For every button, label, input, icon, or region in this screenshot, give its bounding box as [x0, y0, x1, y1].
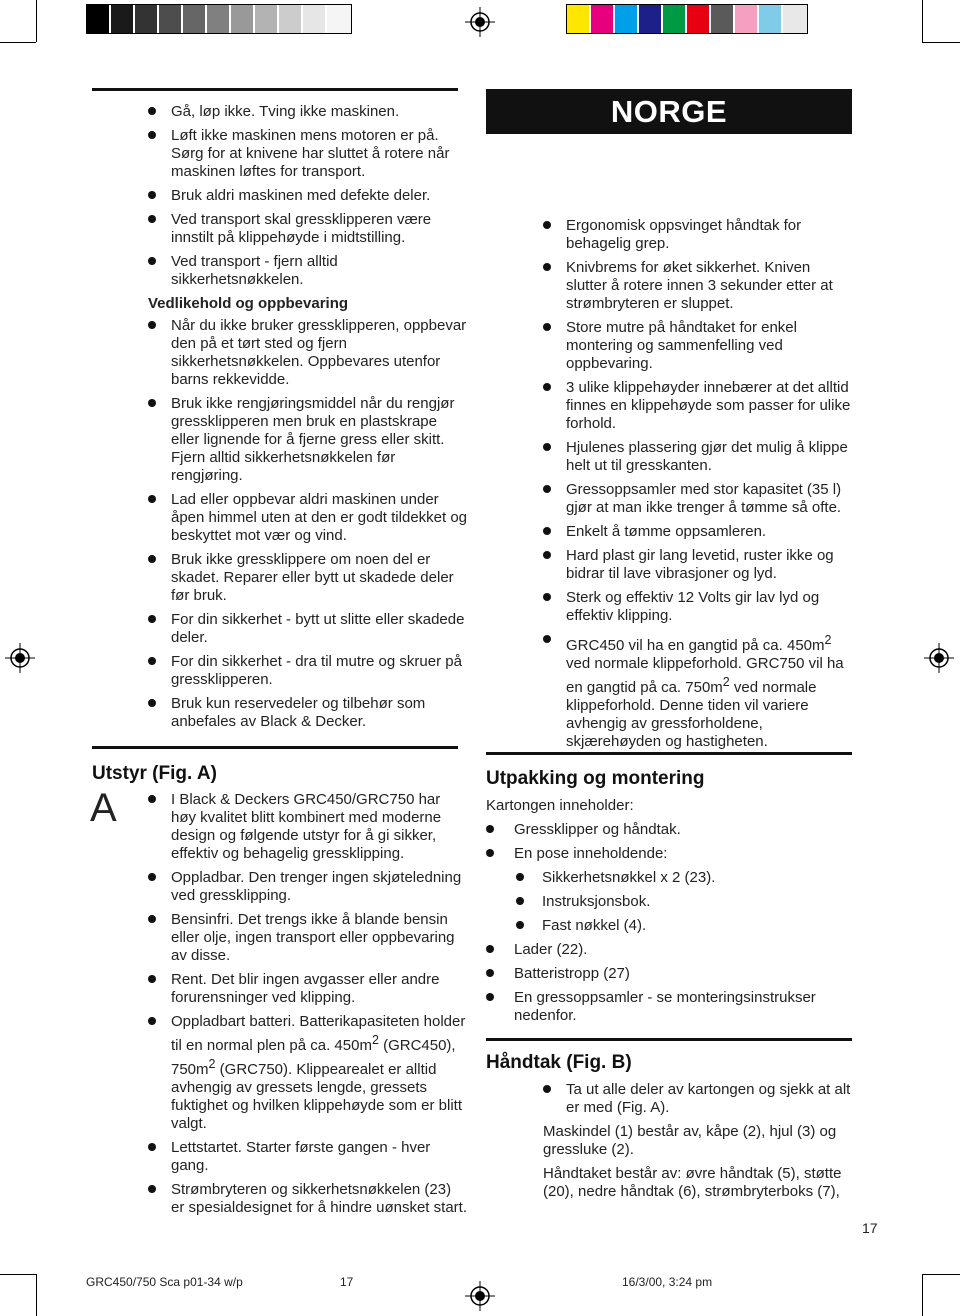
handle-list [543, 1081, 853, 1117]
list-item: Ta ut alle deler av kartongen og sjekk at alt er med (Fig. A). [543, 1081, 853, 1117]
crop-mark [922, 0, 923, 42]
list-item: Enkelt å tømme oppsamleren. [543, 523, 855, 541]
list-item: Ergonomisk oppsvinget håndtak for behagelig grep. [543, 217, 855, 253]
equipment-list [148, 791, 468, 1217]
list-item: Bensinfri. Det trengs ikke å blande bensin eller olje, ingen transport eller oppbevaring av disse. [148, 911, 468, 965]
footer-right: 16/3/00, 3:24 pm [622, 1275, 713, 1289]
handle-heading: Håndtak (Fig. B) [486, 1052, 632, 1073]
list-item: Store mutre på håndtaket for enkel montering og sammenfelling ved oppbevaring. [543, 319, 855, 373]
list-item: Bruk ikke gressklippere om noen del er skadet. Reparer eller bytt ut skadede deler før bruk. [148, 551, 468, 605]
footer-left: GRC450/750 Sca p01-34 w/p [86, 1275, 243, 1289]
color-swatch [111, 5, 135, 33]
language-header: NORGE [486, 89, 852, 134]
crop-mark [36, 0, 37, 42]
crop-mark [922, 42, 960, 43]
list-item: Gressklipper og håndtak. [486, 821, 852, 839]
runtime-text-c: ved normale klippeforhold. Denne tiden vil variere avhengig av gressforholdene, skjærehøyden og hastigheten. [566, 679, 817, 750]
list-item: Strømbryteren og sikkerhetsnøkkelen (23) er spesialdesignet for å hindre uønsket start. [148, 1181, 468, 1217]
crop-mark [0, 1274, 36, 1275]
unpacking-column [486, 797, 852, 1031]
color-swatch [591, 5, 615, 33]
handle-paragraph: Håndtaket består av: øvre håndtak (5), støtte (20), nedre håndtak (6), strømbryterboks (7), [543, 1165, 842, 1200]
runtime-text-a: GRC450 vil ha en gangtid på ca. 450m [566, 637, 825, 654]
battery-text-c: (GRC750). Klippearealet er alltid avhengig av gressets lengde, gressets fuktighet og hvilken klippehøyde som er blitt valgt. [171, 1061, 462, 1132]
registration-mark-icon [465, 1281, 495, 1311]
list-item: I Black & Deckers GRC450/GRC750 har høy kvalitet blitt kombinert med moderne design og følgende utstyr for å gi sikker, effektiv og behagelig gressklipping. [148, 791, 468, 863]
sub-list-item: Sikkerhetsnøkkel x 2 (23). [514, 869, 852, 887]
figure-letter: A [90, 786, 117, 830]
list-item: Batteristropp (27) [486, 965, 852, 983]
list-item: Lader (22). [486, 941, 852, 959]
right-lower-rule [486, 1038, 852, 1041]
color-swatch [663, 5, 687, 33]
color-swatch [255, 5, 279, 33]
list-item: Hard plast gir lang levetid, ruster ikke og bidrar til lave vibrasjoner og lyd. [543, 547, 855, 583]
sub-list-item: Instruksjonsbok. [514, 893, 852, 911]
color-swatch [687, 5, 711, 33]
list-item: Bruk kun reservedeler og tilbehør som anbefales av Black & Decker. [148, 695, 468, 731]
list-item: Oppladbar. Den trenger ingen skjøteledning ved gressklipping. [148, 869, 468, 905]
color-swatch [615, 5, 639, 33]
list-item: Gressoppsamler med stor kapasitet (35 l) gjør at man ikke trenger å tømme så ofte. [543, 481, 855, 517]
maintenance-heading: Vedlikehold og oppbevaring [148, 295, 349, 312]
superscript: 2 [208, 1057, 216, 1071]
battery-text-a: Oppladbart batteri. Batterikapasiteten holder til en normal plen på ca. 450m [171, 1013, 466, 1054]
color-swatch [279, 5, 303, 33]
color-swatch [639, 5, 663, 33]
crop-mark [0, 42, 36, 43]
color-swatch [759, 5, 783, 33]
list-item: En gressoppsamler - se monteringsinstrukser nedenfor. [486, 989, 852, 1025]
color-swatch [783, 5, 807, 33]
features-list [543, 217, 855, 751]
registration-mark-icon [465, 7, 495, 37]
list-item: Når du ikke bruker gressklipperen, oppbevar den på et tørt sted og fjern sikkerhetsnøkkelen. Oppbevares utenfor barns rekkevidde. [148, 317, 468, 389]
list-item: Løft ikke maskinen mens motoren er på. Sørg for at knivene har sluttet å rotere når maskinen løftes for transport. [148, 127, 468, 181]
footer-center: 17 [340, 1275, 354, 1289]
crop-mark [36, 1274, 37, 1316]
handle-paragraph: Maskindel (1) består av, kåpe (2), hjul (3) og gressluke (2). [543, 1123, 837, 1158]
superscript: 2 [722, 675, 730, 689]
equipment-heading: Utstyr (Fig. A) [92, 763, 217, 784]
list-item: 3 ulike klippehøyder innebærer at det alltid finnes en klippehøyde som passer for ulike forhold. [543, 379, 855, 433]
handle-column [543, 1081, 853, 1207]
list-item-label: En pose inneholdende: [514, 845, 668, 862]
color-swatch [327, 5, 351, 33]
list-item: Lad eller oppbevar aldri maskinen under åpen himmel uten at den er godt tildekket og beskyttet mot vær og vind. [148, 491, 468, 545]
list-item: Knivbrems for øket sikkerhet. Kniven slutter å rotere innen 3 sekunder etter at strømbryteren er sluppet. [543, 259, 855, 313]
battery-text-b: (GRC450), 750m [171, 1037, 456, 1078]
list-item: Ved transport - fjern alltid sikkerhetsnøkkelen. [148, 253, 468, 289]
color-swatch [711, 5, 735, 33]
grayscale-color-bar [86, 4, 352, 34]
color-swatch [87, 5, 111, 33]
color-swatch [231, 5, 255, 33]
list-item [543, 631, 855, 751]
list-item: Sterk og effektiv 12 Volts gir lav lyd og effektiv klipping. [543, 589, 855, 625]
list-item: Hjulenes plassering gjør det mulig å klippe helt ut til gresskanten. [543, 439, 855, 475]
color-swatch [183, 5, 207, 33]
registration-mark-icon [5, 643, 35, 673]
right-top-column [543, 217, 855, 757]
list-item: Ved transport skal gressklipperen være innstilt på klippehøyde i midtstilling. [148, 211, 468, 247]
color-swatch [735, 5, 759, 33]
left-mid-rule [92, 746, 458, 749]
list-item: Lettstartet. Starter første gangen - hver gang. [148, 1139, 468, 1175]
unpacking-intro: Kartongen inneholder: [486, 797, 634, 814]
list-item: Rent. Det blir ingen avgasser eller andre forurensninger ved klipping. [148, 971, 468, 1007]
list-item [486, 845, 852, 935]
color-swatch [303, 5, 327, 33]
unpacking-list [486, 821, 852, 1025]
color-swatch [207, 5, 231, 33]
runtime-text-b: ved normale klippeforhold. GRC750 vil ha en gangtid på ca. 750m [566, 655, 844, 696]
left-top-rule [92, 88, 458, 91]
crop-mark [922, 1274, 960, 1275]
list-item: Bruk aldri maskinen med defekte deler. [148, 187, 468, 205]
list-item: For din sikkerhet - bytt ut slitte eller skadede deler. [148, 611, 468, 647]
maintenance-list [148, 317, 468, 731]
safety-list [148, 103, 468, 289]
color-swatch [159, 5, 183, 33]
superscript: 2 [371, 1033, 379, 1047]
sub-list-item: Fast nøkkel (4). [514, 917, 852, 935]
registration-mark-icon [924, 643, 954, 673]
unpacking-heading: Utpakking og montering [486, 768, 705, 789]
left-top-column [148, 103, 468, 737]
equipment-column [148, 791, 468, 1223]
list-item: Bruk ikke rengjøringsmiddel når du rengjør gressklipperen men bruk en plastskrape eller lignende for å fjerne gress eller skitt. Fjern alltid sikkerhetsnøkkelen før rengjøring. [148, 395, 468, 485]
color-swatch [135, 5, 159, 33]
page-number: 17 [862, 1220, 878, 1236]
color-swatch [567, 5, 591, 33]
superscript: 2 [824, 633, 832, 647]
sub-list [514, 869, 852, 935]
list-item: For din sikkerhet - dra til mutre og skruer på gressklipperen. [148, 653, 468, 689]
process-color-bar [566, 4, 808, 34]
list-item [148, 1013, 468, 1133]
list-item: Gå, løp ikke. Tving ikke maskinen. [148, 103, 468, 121]
crop-mark [922, 1274, 923, 1316]
